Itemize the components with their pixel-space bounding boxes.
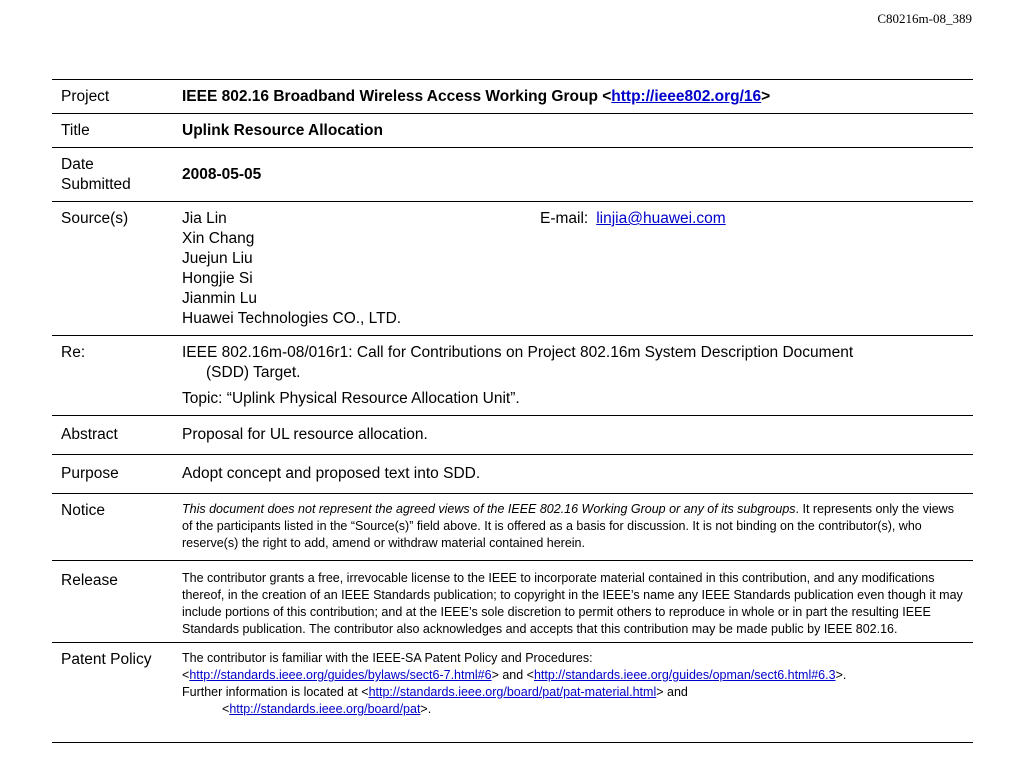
row-notice xyxy=(52,494,973,561)
patent-link-material[interactable]: http://standards.ieee.org/board/pat/pat-material.html xyxy=(368,685,657,699)
source-name: Jianmin Lu xyxy=(182,290,257,307)
release-value: The contributor grants a free, irrevocable license to the IEEE to incorporate material contained in this contribution, and any modifications thereof, in the creation of an IEEE Standards publication; to copyright in the IEEE’s name any IEEE Standards publication even though it may include portions of this contribution; and at the IEEE’s sole discretion to permit others to reproduce in whole or in part the resulting IEEE Standards publication. The contributor also acknowledges and accepts that this contribution may be made public by IEEE 802.16. xyxy=(182,561,973,643)
source-name: Hongjie Si xyxy=(182,270,253,287)
purpose-value: Adopt concept and proposed text into SDD. xyxy=(182,455,973,494)
source-name: Xin Chang xyxy=(182,230,255,247)
release-label: Release xyxy=(52,561,182,643)
patent-value xyxy=(182,643,973,743)
patent-line3 xyxy=(182,684,963,701)
row-title xyxy=(52,114,973,148)
email-label: E-mail: xyxy=(540,210,589,227)
row-patent xyxy=(52,643,973,743)
patent-line4 xyxy=(182,701,963,718)
patent-label: Patent Policy xyxy=(52,643,182,743)
project-link[interactable]: http://ieee802.org/16 xyxy=(611,88,762,105)
source-names xyxy=(182,209,540,329)
abstract-label: Abstract xyxy=(52,416,182,455)
title-value: Uplink Resource Allocation xyxy=(182,114,973,148)
title-label: Title xyxy=(52,114,182,148)
patent-line1: The contributor is familiar with the IEEE-SA Patent Policy and Procedures: xyxy=(182,651,593,665)
patent-further: Further information is located at < xyxy=(182,685,369,699)
project-text: IEEE 802.16 Broadband Wireless Access Working Group < xyxy=(182,88,612,105)
re-topic: Topic: “Uplink Physical Resource Allocation Unit”. xyxy=(182,390,520,407)
patent-link-opman[interactable]: http://standards.ieee.org/guides/opman/sect6.html#6.3 xyxy=(533,668,836,682)
patent-lt2: < xyxy=(222,702,230,716)
patent-end: >. xyxy=(835,668,847,682)
patent-and2: > and xyxy=(656,685,688,699)
row-date xyxy=(52,148,973,202)
project-value xyxy=(182,80,973,114)
project-label: Project xyxy=(52,80,182,114)
row-project xyxy=(52,80,973,114)
source-value xyxy=(182,202,973,336)
row-abstract xyxy=(52,416,973,455)
re-value xyxy=(182,336,973,416)
patent-line2 xyxy=(182,667,963,684)
source-name: Juejun Liu xyxy=(182,250,253,267)
email-link[interactable]: linjia@huawei.com xyxy=(596,210,726,227)
cover-sheet-table xyxy=(52,79,973,743)
row-source xyxy=(52,202,973,336)
patent-lt: < xyxy=(182,668,190,682)
date-label-line1: Date xyxy=(61,156,94,173)
row-re xyxy=(52,336,973,416)
re-line2: (SDD) Target. xyxy=(206,364,301,381)
row-purpose xyxy=(52,455,973,494)
notice-label: Notice xyxy=(52,494,182,561)
abstract-value: Proposal for UL resource allocation. xyxy=(182,416,973,455)
patent-end2: >. xyxy=(420,702,432,716)
row-release xyxy=(52,561,973,643)
purpose-label: Purpose xyxy=(52,455,182,494)
notice-text: . It represents only the views of the participants listed in the “Source(s)” field above. It is offered as a basis for discussion. It is not binding on the contributor(s), who reserve(s) the right to add, amend or withdraw material contained herein. xyxy=(182,502,954,550)
patent-link-bylaws[interactable]: http://standards.ieee.org/guides/bylaws/sect6-7.html#6 xyxy=(189,668,492,682)
patent-and: > and < xyxy=(491,668,534,682)
source-company: Huawei Technologies CO., LTD. xyxy=(182,310,402,327)
notice-value xyxy=(182,494,973,561)
patent-link-board[interactable]: http://standards.ieee.org/board/pat xyxy=(229,702,421,716)
date-value: 2008-05-05 xyxy=(182,148,973,202)
re-label: Re: xyxy=(52,336,182,416)
source-email xyxy=(540,209,726,329)
notice-italic: This document does not represent the agreed views of the IEEE 802.16 Working Group or any of its subgroups xyxy=(182,502,796,516)
project-suffix: > xyxy=(761,88,771,105)
source-name: Jia Lin xyxy=(182,210,227,227)
date-label xyxy=(52,148,182,202)
date-label-line2: Submitted xyxy=(61,176,131,193)
document-id: C80216m-08_389 xyxy=(877,11,972,26)
source-label: Source(s) xyxy=(52,202,182,336)
re-line1: IEEE 802.16m-08/016r1: Call for Contributions on Project 802.16m System Description Document xyxy=(182,344,854,361)
